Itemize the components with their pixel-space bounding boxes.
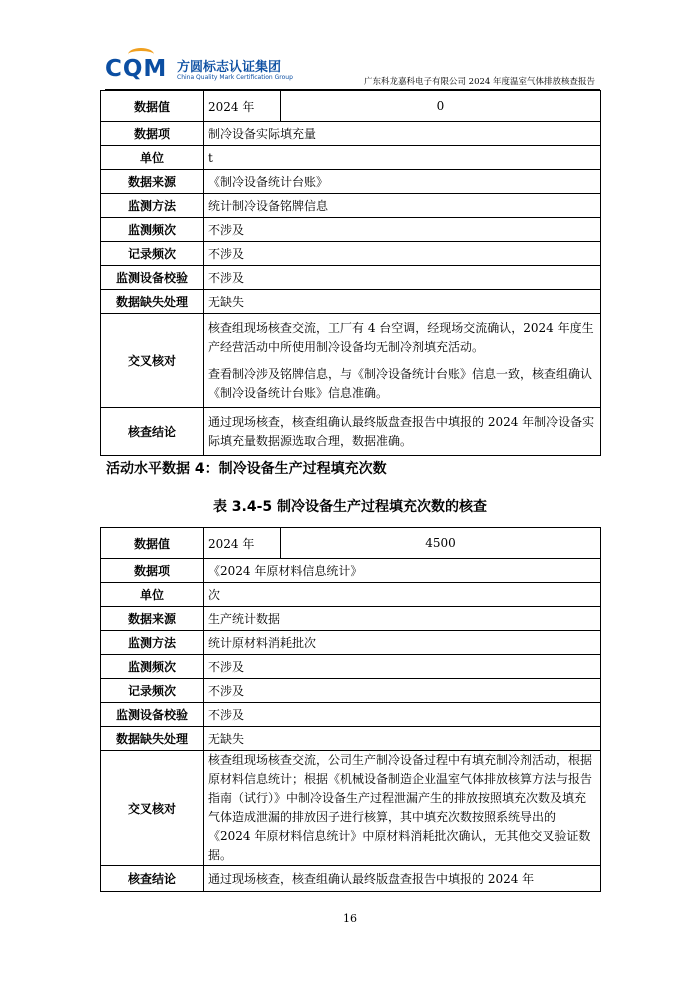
row-label: 监测设备校验 bbox=[101, 266, 204, 290]
table-row bbox=[101, 583, 601, 607]
table-row bbox=[101, 866, 601, 892]
table-row bbox=[101, 91, 601, 122]
row-label: 监测设备校验 bbox=[101, 703, 204, 727]
year-cell: 2024 年 bbox=[204, 91, 281, 122]
year-cell: 2024 年 bbox=[204, 528, 281, 559]
conclusion-cell: 通过现场核查，核查组确认最终版盘查报告中填报的 2024 年制冷设备实际填充量数据源选取合理，数据准确。 bbox=[204, 408, 601, 456]
row-label: 监测方法 bbox=[101, 194, 204, 218]
row-label: 交叉核对 bbox=[101, 314, 204, 408]
row-label: 监测方法 bbox=[101, 631, 204, 655]
table-row bbox=[101, 218, 601, 242]
source-cell: 《制冷设备统计台账》 bbox=[204, 170, 601, 194]
table-row bbox=[101, 242, 601, 266]
cross-check-cell: 核查组现场核查交流，公司生产制冷设备过程中有填充制冷剂活动，根据原材料信息统计；根据《机械设备制造企业温室气体排放核算方法与报告指南（试行）》中制冷设备生产过程泄漏产生的排放按照填充次数及填充气体造成泄漏的排放因子进行核算，其中填充次数按照系统导出的《2024 年原材料信息统计》中原材料消耗批次确认，无其他交叉验证数据。 bbox=[204, 751, 601, 866]
table-row bbox=[101, 727, 601, 751]
table-row bbox=[101, 146, 601, 170]
row-label: 单位 bbox=[101, 583, 204, 607]
table-row bbox=[101, 559, 601, 583]
table-row bbox=[101, 703, 601, 727]
item-cell: 制冷设备实际填充量 bbox=[204, 122, 601, 146]
activity-data-heading: 活动水平数据 4：制冷设备生产过程填充次数 bbox=[106, 461, 387, 477]
freq-cell: 不涉及 bbox=[204, 218, 601, 242]
table-row bbox=[101, 655, 601, 679]
page-header bbox=[105, 50, 600, 90]
record-cell: 不涉及 bbox=[204, 242, 601, 266]
table-row bbox=[101, 314, 601, 408]
calib-cell: 不涉及 bbox=[204, 266, 601, 290]
table-row bbox=[101, 528, 601, 559]
logo-chinese-name: 方圆标志认证集团 bbox=[177, 60, 282, 75]
row-label: 核查结论 bbox=[101, 408, 204, 456]
row-label: 数据来源 bbox=[101, 170, 204, 194]
row-label: 单位 bbox=[101, 146, 204, 170]
row-label: 数据值 bbox=[101, 91, 204, 122]
method-cell: 统计原材料消耗批次 bbox=[204, 631, 601, 655]
missing-cell: 无缺失 bbox=[204, 290, 601, 314]
method-cell: 统计制冷设备铭牌信息 bbox=[204, 194, 601, 218]
row-label: 数据项 bbox=[101, 559, 204, 583]
table-row bbox=[101, 408, 601, 456]
logo-english-name: China Quality Mark Certification Group bbox=[177, 74, 293, 81]
source-cell: 生产统计数据 bbox=[204, 607, 601, 631]
table-row bbox=[101, 122, 601, 146]
calib-cell: 不涉及 bbox=[204, 703, 601, 727]
value-cell: 4500 bbox=[281, 528, 601, 559]
table-row bbox=[101, 679, 601, 703]
report-title: 广东科龙嘉科电子有限公司 2024 年度温室气体排放核查报告 bbox=[363, 77, 595, 87]
table-caption: 表 3.4-5 制冷设备生产过程填充次数的核查 bbox=[212, 499, 488, 515]
unit-cell: t bbox=[204, 146, 601, 170]
row-label: 记录频次 bbox=[101, 679, 204, 703]
row-label: 数据项 bbox=[101, 122, 204, 146]
table-row bbox=[101, 266, 601, 290]
cqm-logo bbox=[105, 52, 295, 88]
table-row bbox=[101, 607, 601, 631]
cross-check-paragraph-1: 核查组现场核查交流，工厂有 4 台空调，经现场交流确认，2024 年度生产经营活动中所使用制冷设备均无制冷剂填充活动。 bbox=[208, 320, 594, 354]
row-label: 数据来源 bbox=[101, 607, 204, 631]
freq-cell: 不涉及 bbox=[204, 655, 601, 679]
table-row bbox=[101, 170, 601, 194]
item-cell: 《2024 年原材料信息统计》 bbox=[204, 559, 601, 583]
unit-cell: 次 bbox=[204, 583, 601, 607]
row-label: 监测频次 bbox=[101, 218, 204, 242]
logo-mark: CQM bbox=[105, 56, 168, 82]
table-row bbox=[101, 290, 601, 314]
record-cell: 不涉及 bbox=[204, 679, 601, 703]
conclusion-cell: 通过现场核查，核查组确认最终版盘查报告中填报的 2024 年 bbox=[204, 866, 601, 892]
verification-table-fill-count bbox=[100, 527, 601, 892]
verification-table-refrigerant-fill bbox=[100, 90, 601, 456]
table-row bbox=[101, 631, 601, 655]
cross-check-cell bbox=[204, 314, 601, 408]
missing-cell: 无缺失 bbox=[204, 727, 601, 751]
cross-check-paragraph-2: 查看制冷涉及铭牌信息，与《制冷设备统计台账》信息一致，核查组确认《制冷设备统计台账》信息准确。 bbox=[208, 366, 593, 400]
row-label: 记录频次 bbox=[101, 242, 204, 266]
row-label: 交叉核对 bbox=[101, 751, 204, 866]
table-row bbox=[101, 751, 601, 866]
row-label: 数据缺失处理 bbox=[101, 290, 204, 314]
row-label: 数据值 bbox=[101, 528, 204, 559]
table-row bbox=[101, 194, 601, 218]
value-cell: 0 bbox=[281, 91, 601, 122]
row-label: 核查结论 bbox=[101, 866, 204, 892]
row-label: 监测频次 bbox=[101, 655, 204, 679]
page-number: 16 bbox=[343, 912, 357, 925]
row-label: 数据缺失处理 bbox=[101, 727, 204, 751]
